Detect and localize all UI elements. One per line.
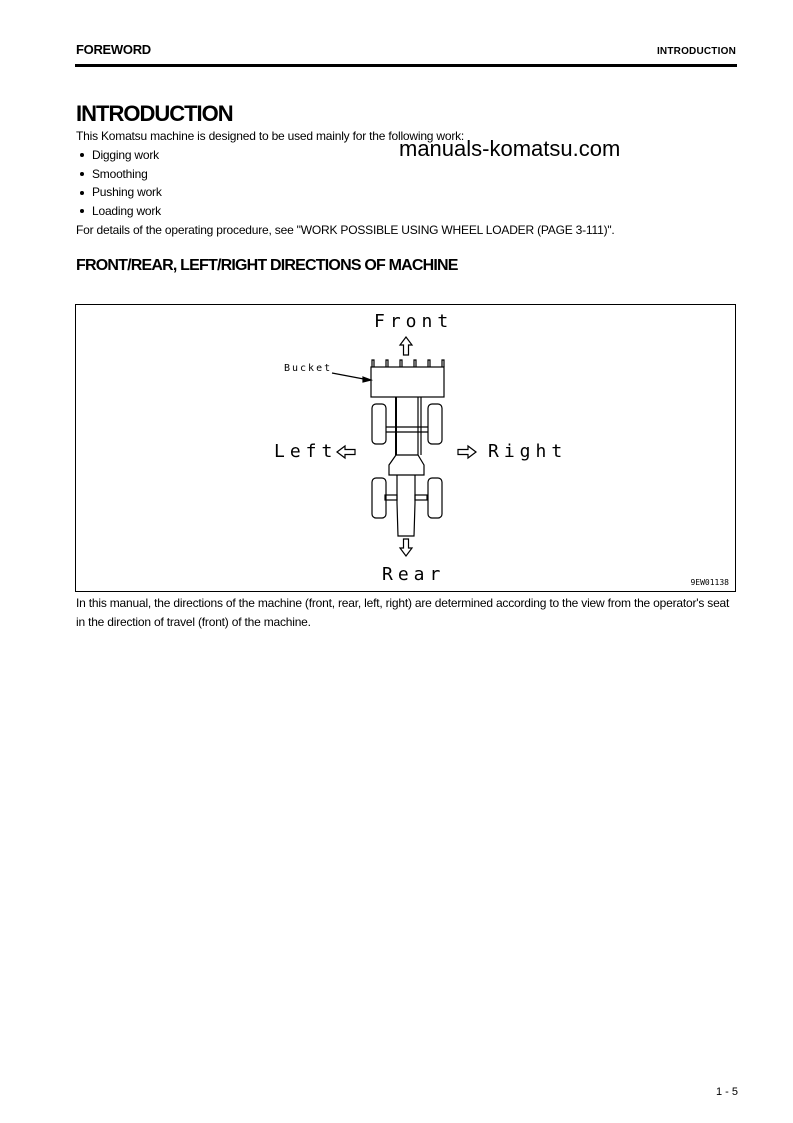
front-label: Front (374, 311, 454, 332)
see-also-reference: For details of the operating procedure, see "WORK POSSIBLE USING WHEEL LOADER (PAGE 3-111)". (76, 223, 615, 237)
figure-code: 9EW01138 (690, 578, 729, 587)
bullet-icon (80, 191, 84, 195)
list-item: Digging work (76, 146, 162, 165)
bucket-label: Bucket (284, 363, 333, 374)
page-number: 1 - 5 (715, 1086, 738, 1098)
right-label: Right (488, 441, 568, 462)
bullet-icon (80, 153, 84, 157)
wheel-loader-top-view-icon (76, 305, 737, 593)
work-list (76, 146, 162, 221)
header-chapter: INTRODUCTION (656, 46, 736, 57)
rear-label: Rear (382, 564, 446, 585)
list-item: Loading work (76, 202, 162, 221)
page-title: INTRODUCTION (76, 101, 233, 126)
header-rule (75, 64, 737, 67)
watermark: manuals-komatsu.com (399, 136, 621, 161)
left-label: Left (274, 441, 338, 462)
list-item: Pushing work (76, 183, 162, 202)
figure-caption: In this manual, the directions of the machine (front, rear, left, right) are determined according to the view from the operator's seat in the direction of travel (front) of the machine. (76, 596, 730, 629)
machine-directions-figure (75, 304, 736, 592)
intro-text: This Komatsu machine is designed to be used mainly for the following work: (76, 129, 465, 143)
bullet-icon (80, 209, 84, 213)
list-item: Smoothing (76, 165, 162, 184)
section-heading: FRONT/REAR, LEFT/RIGHT DIRECTIONS OF MACHINE (76, 257, 458, 274)
header-section: FOREWORD (76, 42, 151, 57)
bullet-icon (80, 172, 84, 176)
